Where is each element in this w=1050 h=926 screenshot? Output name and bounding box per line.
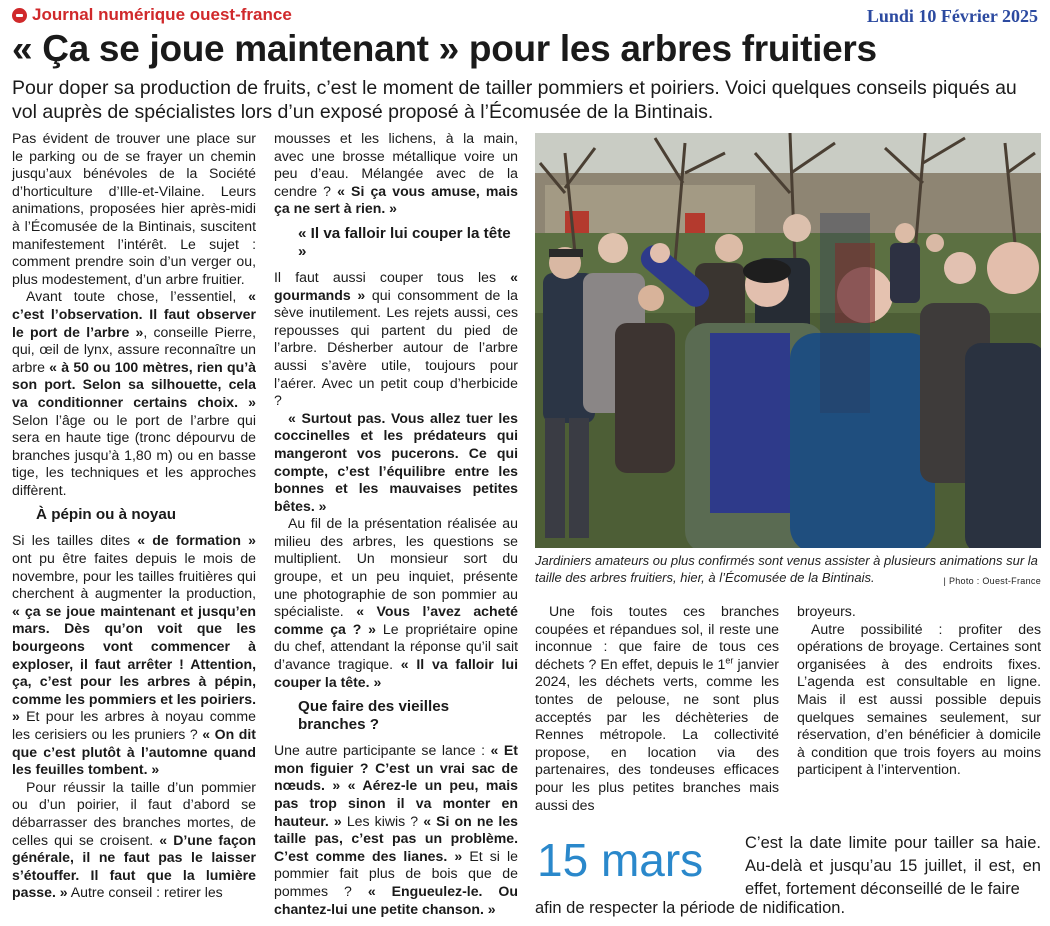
paragraph: Au fil de la présentation réalisée au milieu des arbres, les questions se multiplient. Un monsieur sort du groupe, et un peu inquiet, présente une photographie de son pommier au spécialiste. « Vous l’avez acheté comme ça ? » Le propriétaire opine du chef, attendant la réponse qu’il sait d’avance tragique. « Il va falloir lui couper la tête. » — [274, 515, 518, 690]
key-date-text: C’est la date limite pour tailler sa haie. Au-delà et jusqu’au 15 juillet, il est, en effet, fortement déconseillé de le faire — [745, 834, 1041, 898]
article-column-4 — [797, 603, 1041, 779]
paragraph: Pas évident de trouver une place sur le parking ou de se frayer un chemin jusqu’aux bénévoles de la Société d’horticulture d’Ille-et-Vilaine. Leurs animations, proposées hier après-midi à l’Écomusée de la Bintinais, suscitent manifestement l’intérêt. Le sujet : comment prendre soin d’un verger ou, plus modestement, d’un arbre fruitier. — [12, 130, 256, 287]
paragraph: broyeurs. — [797, 603, 856, 619]
section-heading: À pépin ou à noyau — [36, 506, 177, 524]
paragraph: Une autre participante se lance : « Et mon figuier ? C’est un vrai sac de nœuds. » « Aérez-le un peu, mais pas trop sinon il va monter en hauteur. » Les kiwis ? « Si on ne les taille pas, c’est pas un problème. C’est comme des lianes. » Et si le pommier fait plus de bois que de pommes ? « Engueulez-le. Ou chantez-lui une petite chanson. » — [274, 742, 518, 917]
paragraph: Avant toute chose, l’essentiel, « c’est l’observation. Il faut observer le port de l’arbre », conseille Pierre, qui, œil de lynx, assure reconnaître un arbre « à 50 ou 100 mètres, rien qu’à son port. Selon sa silhouette, cela va conditionner certains choix. » Selon l’âge ou le port de l’arbre qui sera en haute tige (tronc dépourvu de branches jusqu’à 1,80 m) ou en basse tige, les techniques et les approches diffèrent. — [12, 288, 256, 498]
key-date-figure: 15 mars — [537, 834, 704, 886]
paragraph: Pour réussir la taille d’un pommier ou d’un poirier, il faut d’abord se débarrasser des branches mortes, de celles qui se croisent. « D’une façon générale, il ne faut pas le laisser s’étouffer. Il faut que la lumière passe. » Autre conseil : retirer les — [12, 778, 256, 901]
issue-date: Lundi 10 Février 2025 — [866, 6, 1038, 26]
article-column-3 — [535, 603, 779, 814]
publication-masthead — [12, 5, 292, 25]
paragraph: Autre possibilité : profiter des opérations de broyage. Certaines sont organisées à des endroits fixes. L’agenda est consultable en ligne. Mais il est aussi possible depuis quelques semaines seulement, sur réservation, d’en bénéficier à domicile à condition que trois foyers au moins participent à l’intervention. — [797, 620, 1041, 778]
publication-name: Journal numérique ouest-france — [32, 5, 292, 24]
paragraph: Si les tailles dites « de formation » ont pu être faites depuis le mois de novembre, pour les tailles fruitières qui cherchent à augmenter la production, « ça se joue maintenant et jusqu’en mars. Dès qu’on voit que les bourgeons vont commencer à exploser, il faut arrêter ! Attention, ça, c’est pour les arbres à pépin, comme les pommiers et les poiriers. » Et pour les arbres à noyau comme les cerisiers ou les pruniers ? « On dit que c’est plutôt à l’automne quand les feuilles tombent. » — [12, 532, 257, 778]
gardeners-under-fruit-trees-photo — [535, 133, 1041, 548]
paragraph: mousses et les lichens, à la main, avec une brosse métallique voire un peu d’eau. Mélangée avec de la cendre ? « Si ça vous amuse, mais ça ne sert à rien. » — [274, 130, 519, 217]
section-heading: « Il va falloir lui couper la tête » — [298, 224, 511, 260]
paragraph: Une fois toutes ces branches coupées et répandues sol, il reste une inconnue : que faire de tous ces déchets ? En effet, depuis le 1er janvier 2024, les déchets verts, comme les tontes de pelouse, ne sont plus acceptés par les déchèteries de Rennes métropole. La collectivité propose, en location via des partenaires, des tondeuses efficaces pour les plus petites branches mais aussi des — [535, 603, 779, 813]
key-date-text-tail: afin de respecter la période de nidification. — [535, 899, 846, 917]
section-heading: Que faire des vieilles branches ? — [298, 698, 450, 734]
article-photo — [535, 133, 1041, 548]
paragraph: « Surtout pas. Vous allez tuer les coccinelles et les prédateurs qui mangeront vos pucerons. Ce qui compte, c’est l’équilibre entre les bonnes et les mauvaises petites bêtes. » — [274, 409, 518, 514]
photo-credit: | Photo : Ouest-France — [943, 576, 1041, 586]
article-column-2 — [274, 130, 518, 918]
ouest-france-logo-icon — [12, 8, 27, 23]
article-headline: « Ça se joue maintenant » pour les arbres fruitiers — [12, 28, 877, 69]
article-column-1 — [12, 130, 256, 902]
photo-caption — [535, 552, 1041, 590]
caption-text: Jardiniers amateurs ou plus confirmés sont venus assister à plusieurs animations sur la taille des arbres fruitiers, hier, à l’Écomusée de la Bintinais. — [535, 553, 1038, 585]
article-lede: Pour doper sa production de fruits, c’est le moment de tailler pommiers et poiriers. Voici quelques conseils piqués au vol auprès de spécialistes lors d’un exposé proposé à l’Écomusée de la Bintinais. — [12, 77, 1017, 123]
paragraph: Il faut aussi couper tous les « gourmands » qui consomment de la sève inutilement. Les rejets aussi, ces repousses qui partent du pied de l’arbre. Désherber autour de l’arbre aussi s’avère utile, toujours pour l’aérer. Avec un petit coup d’herbicide ? — [274, 268, 518, 409]
